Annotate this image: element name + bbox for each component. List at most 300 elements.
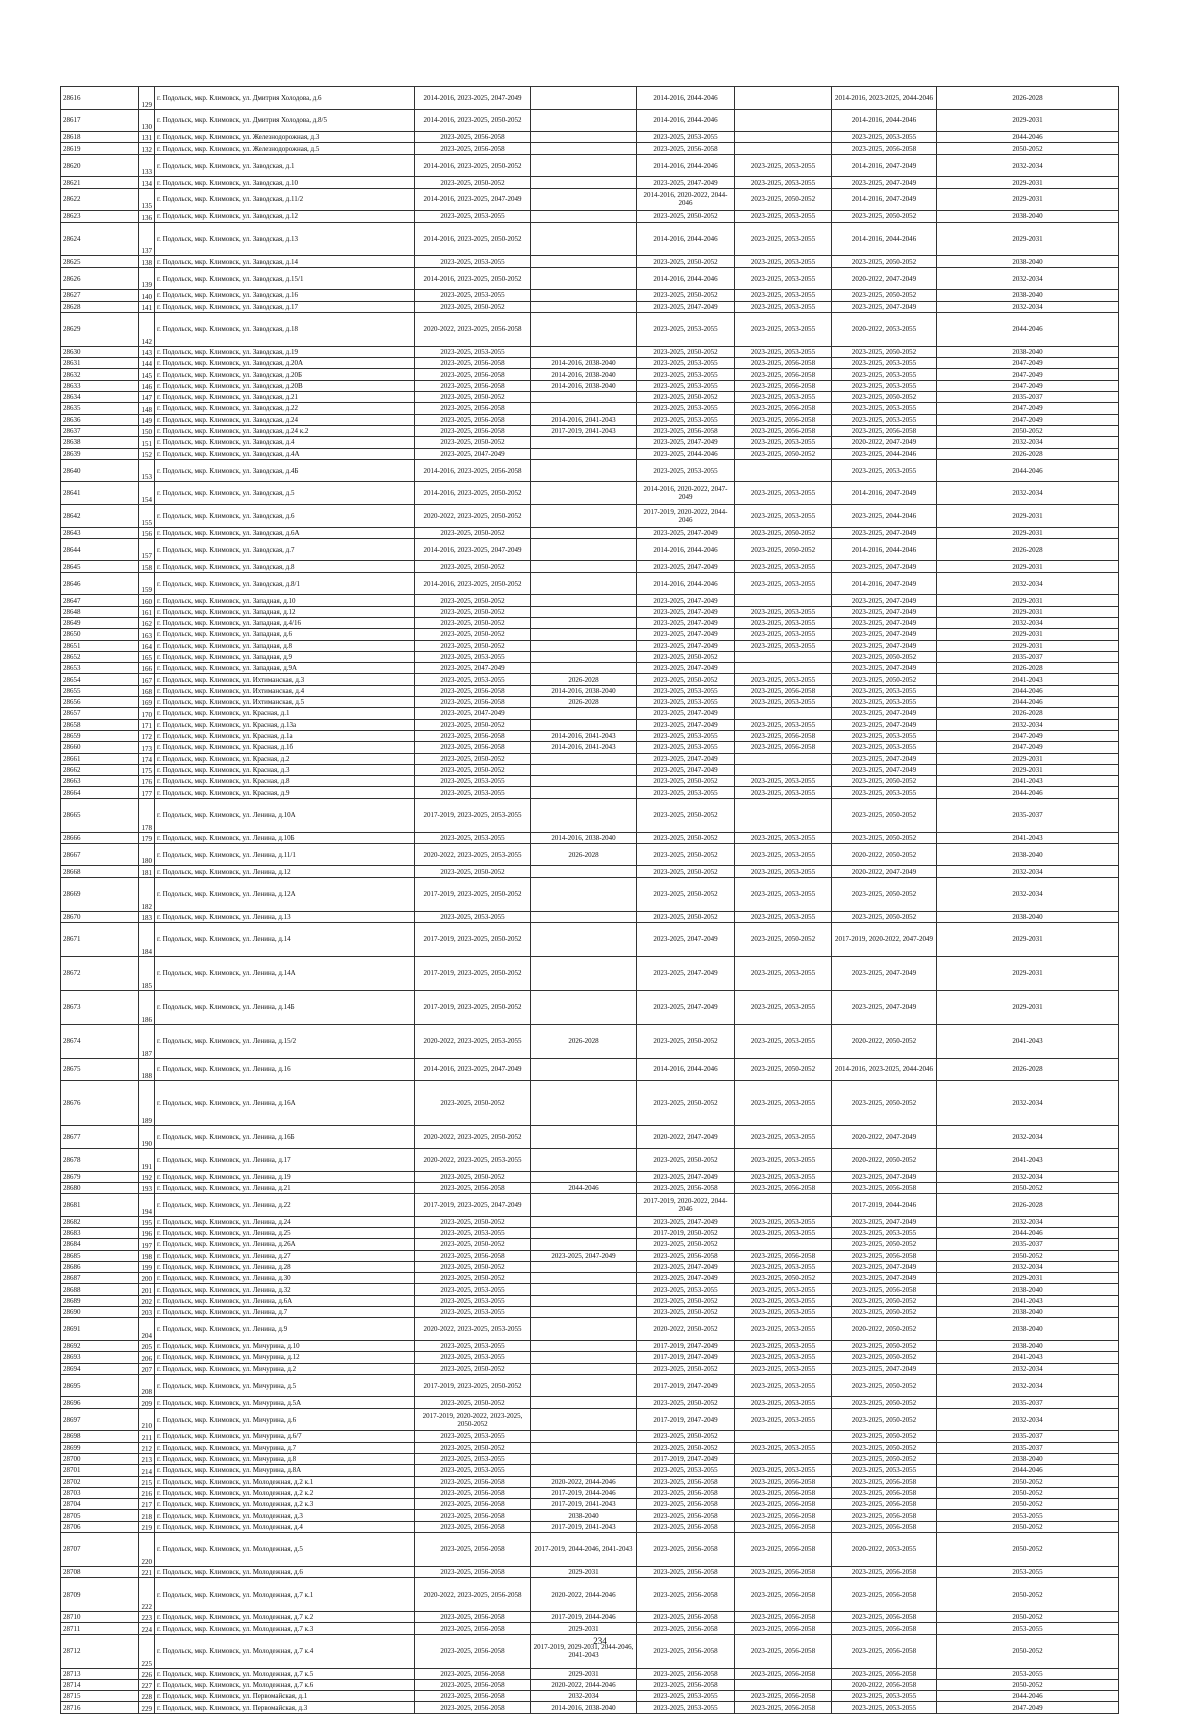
cell-period-6: 2044-2046 bbox=[937, 459, 1119, 482]
cell-row-number: 218 bbox=[139, 1510, 155, 1521]
cell-row-number: 209 bbox=[139, 1397, 155, 1408]
cell-period-5: 2023-2025, 2053-2055 bbox=[832, 1227, 937, 1238]
cell-period-2 bbox=[531, 572, 637, 595]
cell-id: 28663 bbox=[61, 776, 139, 787]
cell-address: г. Подольск, мкр. Климовск, ул. Западная, д.12 bbox=[155, 606, 415, 617]
cell-period-6: 2047-2049 bbox=[937, 730, 1119, 741]
table-row bbox=[61, 1431, 1119, 1442]
cell-period-1: 2023-2025, 2056-2058 bbox=[415, 685, 531, 696]
cell-period-5: 2023-2025, 2047-2049 bbox=[832, 640, 937, 651]
table-row bbox=[61, 1273, 1119, 1284]
cell-row-number: 175 bbox=[139, 764, 155, 775]
cell-period-5: 2023-2025, 2056-2058 bbox=[832, 1521, 937, 1532]
cell-row-number: 152 bbox=[139, 448, 155, 459]
cell-period-3: 2017-2019, 2047-2049 bbox=[637, 1340, 735, 1351]
cell-period-4: 2023-2025, 2050-2052 bbox=[735, 448, 832, 459]
cell-period-3: 2023-2025, 2053-2055 bbox=[637, 403, 735, 414]
cell-row-number: 191 bbox=[139, 1148, 155, 1171]
cell-address: г. Подольск, мкр. Климовск, ул. Ленина, д.16 bbox=[155, 1058, 415, 1081]
cell-period-1: 2014-2016, 2023-2025, 2047-2049 bbox=[415, 1058, 531, 1081]
cell-period-3: 2023-2025, 2056-2058 bbox=[637, 1634, 735, 1668]
cell-id: 28668 bbox=[61, 866, 139, 877]
cell-period-5: 2023-2025, 2047-2049 bbox=[832, 1216, 937, 1227]
cell-row-number: 197 bbox=[139, 1239, 155, 1250]
cell-period-5: 2023-2025, 2047-2049 bbox=[832, 764, 937, 775]
table-row bbox=[61, 911, 1119, 922]
cell-period-4: 2023-2025, 2053-2055 bbox=[735, 776, 832, 787]
cell-address: г. Подольск, мкр. Климовск, ул. Западная, д.6 bbox=[155, 629, 415, 640]
cell-id: 28655 bbox=[61, 685, 139, 696]
cell-period-2 bbox=[531, 719, 637, 730]
cell-period-1: 2023-2025, 2050-2052 bbox=[415, 629, 531, 640]
cell-period-3: 2023-2025, 2056-2058 bbox=[637, 1250, 735, 1261]
cell-period-6: 2050-2052 bbox=[937, 425, 1119, 436]
cell-address: г. Подольск, мкр. Климовск, ул. Молодежная, д.4 bbox=[155, 1521, 415, 1532]
cell-period-4 bbox=[735, 663, 832, 674]
cell-period-5: 2014-2016, 2047-2049 bbox=[832, 188, 937, 211]
cell-id: 28707 bbox=[61, 1533, 139, 1567]
cell-period-2 bbox=[531, 392, 637, 403]
cell-id: 28632 bbox=[61, 369, 139, 380]
cell-id: 28630 bbox=[61, 346, 139, 357]
cell-period-2 bbox=[531, 1081, 637, 1126]
cell-period-6: 2032-2034 bbox=[937, 1126, 1119, 1149]
cell-period-4: 2023-2025, 2050-2052 bbox=[735, 1058, 832, 1081]
cell-period-1: 2020-2022, 2023-2025, 2050-2052 bbox=[415, 504, 531, 527]
cell-period-3: 2023-2025, 2050-2052 bbox=[637, 866, 735, 877]
cell-period-6: 2032-2034 bbox=[937, 1374, 1119, 1397]
cell-period-5: 2023-2025, 2047-2049 bbox=[832, 719, 937, 730]
cell-address: г. Подольск, мкр. Климовск, ул. Заводская, д.22 bbox=[155, 403, 415, 414]
cell-period-3: 2023-2025, 2056-2058 bbox=[637, 1487, 735, 1498]
cell-period-5: 2017-2019, 2020-2022, 2047-2049 bbox=[832, 922, 937, 956]
cell-period-5: 2023-2025, 2053-2055 bbox=[832, 403, 937, 414]
cell-period-1: 2023-2025, 2056-2058 bbox=[415, 1566, 531, 1577]
cell-period-6: 2038-2040 bbox=[937, 1453, 1119, 1464]
cell-period-6: 2032-2034 bbox=[937, 267, 1119, 290]
cell-period-5: 2023-2025, 2050-2052 bbox=[832, 674, 937, 685]
cell-id: 28659 bbox=[61, 730, 139, 741]
cell-period-4: 2023-2025, 2053-2055 bbox=[735, 1024, 832, 1058]
cell-period-1: 2023-2025, 2053-2055 bbox=[415, 1295, 531, 1306]
table-row bbox=[61, 267, 1119, 290]
cell-id: 28653 bbox=[61, 663, 139, 674]
cell-period-3: 2023-2025, 2053-2055 bbox=[637, 380, 735, 391]
cell-period-3: 2023-2025, 2053-2055 bbox=[637, 132, 735, 143]
cell-period-1: 2023-2025, 2050-2052 bbox=[415, 301, 531, 312]
cell-period-1: 2023-2025, 2053-2055 bbox=[415, 832, 531, 843]
table-row bbox=[61, 595, 1119, 606]
cell-period-1: 2017-2019, 2023-2025, 2050-2052 bbox=[415, 1374, 531, 1397]
cell-period-1: 2023-2025, 2050-2052 bbox=[415, 617, 531, 628]
cell-address: г. Подольск, мкр. Климовск, ул. Западная, д.8 bbox=[155, 640, 415, 651]
cell-period-2: 2017-2019, 2041-2043 bbox=[531, 1499, 637, 1510]
cell-period-2: 2014-2016, 2038-2040 bbox=[531, 369, 637, 380]
cell-period-4 bbox=[735, 764, 832, 775]
table-row bbox=[61, 956, 1119, 990]
cell-period-5: 2020-2022, 2053-2055 bbox=[832, 1533, 937, 1567]
cell-row-number: 222 bbox=[139, 1578, 155, 1612]
cell-row-number: 223 bbox=[139, 1612, 155, 1623]
cell-period-2: 2017-2019, 2044-2046, 2041-2043 bbox=[531, 1533, 637, 1567]
cell-address: г. Подольск, мкр. Климовск, ул. Заводская, д.5 bbox=[155, 482, 415, 505]
cell-period-5: 2023-2025, 2056-2058 bbox=[832, 1487, 937, 1498]
cell-address: г. Подольск, мкр. Климовск, ул. Мичурина, д.7 bbox=[155, 1442, 415, 1453]
cell-period-5: 2023-2025, 2047-2049 bbox=[832, 617, 937, 628]
cell-period-5: 2023-2025, 2056-2058 bbox=[832, 425, 937, 436]
cell-period-4 bbox=[735, 1679, 832, 1690]
cell-period-2 bbox=[531, 1352, 637, 1363]
cell-period-1: 2023-2025, 2053-2055 bbox=[415, 651, 531, 662]
table-row bbox=[61, 1216, 1119, 1227]
cell-period-1: 2017-2019, 2020-2022, 2023-2025, 2050-2052 bbox=[415, 1408, 531, 1431]
cell-period-1: 2023-2025, 2053-2055 bbox=[415, 1453, 531, 1464]
cell-period-6: 2044-2046 bbox=[937, 312, 1119, 346]
table-row bbox=[61, 448, 1119, 459]
cell-row-number: 211 bbox=[139, 1431, 155, 1442]
cell-period-5: 2023-2025, 2044-2046 bbox=[832, 448, 937, 459]
cell-period-4: 2023-2025, 2053-2055 bbox=[735, 256, 832, 267]
cell-row-number: 185 bbox=[139, 956, 155, 990]
cell-period-6: 2041-2043 bbox=[937, 674, 1119, 685]
cell-period-5: 2023-2025, 2056-2058 bbox=[832, 1623, 937, 1634]
cell-period-4: 2023-2025, 2053-2055 bbox=[735, 154, 832, 177]
cell-address: г. Подольск, мкр. Климовск, ул. Заводская, д.10 bbox=[155, 177, 415, 188]
cell-period-4: 2023-2025, 2053-2055 bbox=[735, 1227, 832, 1238]
table-row bbox=[61, 1702, 1119, 1713]
table-row bbox=[61, 143, 1119, 154]
cell-period-6: 2044-2046 bbox=[937, 1227, 1119, 1238]
cell-address: г. Подольск, мкр. Климовск, ул. Молодежная, д.6 bbox=[155, 1566, 415, 1577]
cell-period-3: 2023-2025, 2050-2052 bbox=[637, 1397, 735, 1408]
cell-period-1: 2014-2016, 2023-2025, 2050-2052 bbox=[415, 482, 531, 505]
cell-period-3: 2023-2025, 2047-2049 bbox=[637, 629, 735, 640]
cell-address: г. Подольск, мкр. Климовск, ул. Ленина, д.25 bbox=[155, 1227, 415, 1238]
cell-period-5: 2020-2022, 2047-2049 bbox=[832, 437, 937, 448]
cell-period-5: 2023-2025, 2056-2058 bbox=[832, 1182, 937, 1193]
cell-period-1: 2023-2025, 2056-2058 bbox=[415, 358, 531, 369]
cell-period-5: 2023-2025, 2053-2055 bbox=[832, 742, 937, 753]
cell-row-number: 145 bbox=[139, 369, 155, 380]
cell-id: 28619 bbox=[61, 143, 139, 154]
cell-period-1: 2023-2025, 2053-2055 bbox=[415, 776, 531, 787]
cell-period-5: 2014-2016, 2023-2025, 2044-2046 bbox=[832, 1058, 937, 1081]
cell-period-2 bbox=[531, 256, 637, 267]
cell-period-1: 2020-2022, 2023-2025, 2056-2058 bbox=[415, 1578, 531, 1612]
cell-period-2 bbox=[531, 1397, 637, 1408]
cell-period-1: 2023-2025, 2056-2058 bbox=[415, 425, 531, 436]
cell-period-2 bbox=[531, 87, 637, 110]
cell-address: г. Подольск, мкр. Климовск, ул. Заводская, д.6 bbox=[155, 504, 415, 527]
cell-row-number: 159 bbox=[139, 572, 155, 595]
cell-period-6: 2050-2052 bbox=[937, 1634, 1119, 1668]
cell-period-3: 2023-2025, 2050-2052 bbox=[637, 798, 735, 832]
cell-address: г. Подольск, мкр. Климовск, ул. Заводская, д.4Б bbox=[155, 459, 415, 482]
cell-id: 28642 bbox=[61, 504, 139, 527]
table-row bbox=[61, 1307, 1119, 1318]
table-row bbox=[61, 764, 1119, 775]
cell-id: 28669 bbox=[61, 877, 139, 911]
cell-row-number: 174 bbox=[139, 753, 155, 764]
cell-period-3: 2020-2022, 2050-2052 bbox=[637, 1318, 735, 1341]
table-row bbox=[61, 1318, 1119, 1341]
cell-address: г. Подольск, мкр. Климовск, ул. Ихтиманская, д.5 bbox=[155, 697, 415, 708]
cell-period-1: 2023-2025, 2056-2058 bbox=[415, 730, 531, 741]
cell-address: г. Подольск, мкр. Климовск, ул. Ленина, д.16А bbox=[155, 1081, 415, 1126]
cell-period-1: 2023-2025, 2050-2052 bbox=[415, 764, 531, 775]
cell-period-2 bbox=[531, 527, 637, 538]
table-row bbox=[61, 1024, 1119, 1058]
cell-period-6: 2047-2049 bbox=[937, 742, 1119, 753]
cell-period-1: 2014-2016, 2023-2025, 2056-2058 bbox=[415, 459, 531, 482]
cell-period-4: 2023-2025, 2053-2055 bbox=[735, 617, 832, 628]
table-row bbox=[61, 1284, 1119, 1295]
cell-period-2: 2014-2016, 2041-2043 bbox=[531, 730, 637, 741]
cell-period-3: 2017-2019, 2047-2049 bbox=[637, 1453, 735, 1464]
cell-period-6: 2029-2031 bbox=[937, 504, 1119, 527]
cell-period-3: 2023-2025, 2056-2058 bbox=[637, 1566, 735, 1577]
cell-period-4: 2023-2025, 2053-2055 bbox=[735, 1216, 832, 1227]
cell-period-3: 2023-2025, 2050-2052 bbox=[637, 1081, 735, 1126]
cell-id: 28712 bbox=[61, 1634, 139, 1668]
cell-period-3: 2023-2025, 2047-2049 bbox=[637, 719, 735, 730]
cell-period-5: 2020-2022, 2050-2052 bbox=[832, 1148, 937, 1171]
cell-id: 28715 bbox=[61, 1691, 139, 1702]
cell-period-4: 2023-2025, 2053-2055 bbox=[735, 956, 832, 990]
cell-period-6: 2053-2055 bbox=[937, 1510, 1119, 1521]
cell-period-4 bbox=[735, 87, 832, 110]
table-row bbox=[61, 109, 1119, 132]
cell-id: 28704 bbox=[61, 1499, 139, 1510]
table-row bbox=[61, 663, 1119, 674]
table-row bbox=[61, 1533, 1119, 1567]
cell-address: г. Подольск, мкр. Климовск, ул. Ленина, д.15/2 bbox=[155, 1024, 415, 1058]
table-row bbox=[61, 188, 1119, 211]
cell-period-6: 2041-2043 bbox=[937, 776, 1119, 787]
table-row bbox=[61, 1148, 1119, 1171]
cell-period-2: 2014-2016, 2041-2043 bbox=[531, 742, 637, 753]
table-row bbox=[61, 222, 1119, 256]
cell-period-6: 2026-2028 bbox=[937, 708, 1119, 719]
cell-period-4: 2023-2025, 2053-2055 bbox=[735, 504, 832, 527]
cell-id: 28624 bbox=[61, 222, 139, 256]
cell-period-1: 2023-2025, 2050-2052 bbox=[415, 719, 531, 730]
table-row bbox=[61, 1227, 1119, 1238]
cell-period-4: 2023-2025, 2056-2058 bbox=[735, 1691, 832, 1702]
cell-period-3: 2023-2025, 2053-2055 bbox=[637, 1465, 735, 1476]
cell-address: г. Подольск, мкр. Климовск, ул. Ленина, д.16Б bbox=[155, 1126, 415, 1149]
cell-id: 28696 bbox=[61, 1397, 139, 1408]
cell-period-4: 2023-2025, 2056-2058 bbox=[735, 1487, 832, 1498]
cell-period-5: 2023-2025, 2050-2052 bbox=[832, 651, 937, 662]
cell-row-number: 164 bbox=[139, 640, 155, 651]
cell-period-3: 2023-2025, 2050-2052 bbox=[637, 832, 735, 843]
cell-period-6: 2044-2046 bbox=[937, 787, 1119, 798]
cell-address: г. Подольск, мкр. Климовск, ул. Ленина, д.32 bbox=[155, 1284, 415, 1295]
cell-period-6: 2047-2049 bbox=[937, 1702, 1119, 1713]
cell-period-1: 2017-2019, 2023-2025, 2050-2052 bbox=[415, 877, 531, 911]
cell-period-3: 2023-2025, 2056-2058 bbox=[637, 1499, 735, 1510]
table-row bbox=[61, 629, 1119, 640]
cell-address: г. Подольск, мкр. Климовск, ул. Железнодорожная, д.5 bbox=[155, 143, 415, 154]
table-row bbox=[61, 459, 1119, 482]
cell-id: 28637 bbox=[61, 425, 139, 436]
table-row bbox=[61, 1408, 1119, 1431]
cell-id: 28679 bbox=[61, 1171, 139, 1182]
cell-id: 28649 bbox=[61, 617, 139, 628]
cell-period-6: 2032-2034 bbox=[937, 1408, 1119, 1431]
cell-id: 28680 bbox=[61, 1182, 139, 1193]
cell-period-3: 2023-2025, 2056-2058 bbox=[637, 1521, 735, 1532]
cell-period-3: 2023-2025, 2050-2052 bbox=[637, 877, 735, 911]
cell-period-1: 2023-2025, 2050-2052 bbox=[415, 177, 531, 188]
cell-id: 28678 bbox=[61, 1148, 139, 1171]
cell-period-4: 2023-2025, 2056-2058 bbox=[735, 685, 832, 696]
cell-period-2: 2020-2022, 2044-2046 bbox=[531, 1578, 637, 1612]
cell-row-number: 143 bbox=[139, 346, 155, 357]
cell-period-2: 2044-2046 bbox=[531, 1182, 637, 1193]
table-row bbox=[61, 606, 1119, 617]
cell-period-6: 2032-2034 bbox=[937, 1261, 1119, 1272]
cell-period-1: 2023-2025, 2053-2055 bbox=[415, 674, 531, 685]
cell-period-3: 2023-2025, 2047-2049 bbox=[637, 527, 735, 538]
cell-id: 28687 bbox=[61, 1273, 139, 1284]
cell-period-5: 2023-2025, 2047-2049 bbox=[832, 527, 937, 538]
cell-id: 28691 bbox=[61, 1318, 139, 1341]
cell-row-number: 141 bbox=[139, 301, 155, 312]
table-row bbox=[61, 1476, 1119, 1487]
cell-address: г. Подольск, мкр. Климовск, ул. Западная, д.9 bbox=[155, 651, 415, 662]
cell-id: 28676 bbox=[61, 1081, 139, 1126]
cell-period-1: 2014-2016, 2023-2025, 2047-2049 bbox=[415, 87, 531, 110]
table-row bbox=[61, 1182, 1119, 1193]
cell-address: г. Подольск, мкр. Климовск, ул. Заводская, д.8/1 bbox=[155, 572, 415, 595]
table-row bbox=[61, 1612, 1119, 1623]
table-row bbox=[61, 674, 1119, 685]
cell-period-6: 2029-2031 bbox=[937, 527, 1119, 538]
cell-period-4: 2023-2025, 2053-2055 bbox=[735, 1081, 832, 1126]
cell-period-1: 2023-2025, 2050-2052 bbox=[415, 1273, 531, 1284]
cell-id: 28688 bbox=[61, 1284, 139, 1295]
cell-period-6: 2029-2031 bbox=[937, 595, 1119, 606]
cell-period-6: 2041-2043 bbox=[937, 1024, 1119, 1058]
cell-address: г. Подольск, мкр. Климовск, ул. Молодежная, д.7 к.4 bbox=[155, 1634, 415, 1668]
cell-period-2 bbox=[531, 561, 637, 572]
cell-address: г. Подольск, мкр. Климовск, ул. Красная, д.3 bbox=[155, 764, 415, 775]
cell-period-1: 2017-2019, 2023-2025, 2047-2049 bbox=[415, 1194, 531, 1217]
cell-period-4: 2023-2025, 2056-2058 bbox=[735, 1499, 832, 1510]
cell-period-1: 2023-2025, 2053-2055 bbox=[415, 1284, 531, 1295]
cell-row-number: 225 bbox=[139, 1634, 155, 1668]
cell-period-5: 2023-2025, 2056-2058 bbox=[832, 1566, 937, 1577]
cell-period-3: 2023-2025, 2050-2052 bbox=[637, 1363, 735, 1374]
cell-address: г. Подольск, мкр. Климовск, ул. Ихтиманская, д.4 bbox=[155, 685, 415, 696]
cell-address: г. Подольск, мкр. Климовск, ул. Заводская, д.7 bbox=[155, 538, 415, 561]
cell-period-6: 2032-2034 bbox=[937, 437, 1119, 448]
cell-period-6: 2026-2028 bbox=[937, 663, 1119, 674]
cell-period-6: 2041-2043 bbox=[937, 1352, 1119, 1363]
cell-period-2: 2029-2031 bbox=[531, 1668, 637, 1679]
cell-row-number: 155 bbox=[139, 504, 155, 527]
cell-address: г. Подольск, мкр. Климовск, ул. Молодежная, д.7 к.3 bbox=[155, 1623, 415, 1634]
table-row bbox=[61, 730, 1119, 741]
cell-period-1: 2023-2025, 2056-2058 bbox=[415, 1634, 531, 1668]
cell-id: 28656 bbox=[61, 697, 139, 708]
table-row bbox=[61, 1499, 1119, 1510]
cell-period-6: 2038-2040 bbox=[937, 256, 1119, 267]
cell-id: 28701 bbox=[61, 1465, 139, 1476]
cell-period-1: 2023-2025, 2050-2052 bbox=[415, 640, 531, 651]
cell-row-number: 210 bbox=[139, 1408, 155, 1431]
cell-period-5: 2023-2025, 2056-2058 bbox=[832, 1634, 937, 1668]
cell-period-1: 2023-2025, 2056-2058 bbox=[415, 380, 531, 391]
cell-period-4: 2023-2025, 2053-2055 bbox=[735, 1465, 832, 1476]
cell-row-number: 196 bbox=[139, 1227, 155, 1238]
cell-period-6: 2029-2031 bbox=[937, 1273, 1119, 1284]
cell-period-6: 2038-2040 bbox=[937, 290, 1119, 301]
cell-period-1: 2023-2025, 2050-2052 bbox=[415, 866, 531, 877]
cell-period-1: 2023-2025, 2050-2052 bbox=[415, 561, 531, 572]
cell-id: 28690 bbox=[61, 1307, 139, 1318]
cell-period-4: 2023-2025, 2053-2055 bbox=[735, 606, 832, 617]
cell-period-3: 2023-2025, 2047-2049 bbox=[637, 437, 735, 448]
cell-row-number: 176 bbox=[139, 776, 155, 787]
cell-period-3: 2023-2025, 2047-2049 bbox=[637, 595, 735, 606]
cell-address: г. Подольск, мкр. Климовск, ул. Заводская, д.24 bbox=[155, 414, 415, 425]
table-row bbox=[61, 708, 1119, 719]
table-row bbox=[61, 132, 1119, 143]
cell-row-number: 132 bbox=[139, 143, 155, 154]
cell-period-5: 2014-2016, 2047-2049 bbox=[832, 154, 937, 177]
cell-period-3: 2017-2019, 2020-2022, 2044-2046 bbox=[637, 504, 735, 527]
table-row bbox=[61, 527, 1119, 538]
cell-address: г. Подольск, мкр. Климовск, ул. Ленина, д.14А bbox=[155, 956, 415, 990]
cell-id: 28660 bbox=[61, 742, 139, 753]
cell-period-4: 2023-2025, 2053-2055 bbox=[735, 990, 832, 1024]
table-row bbox=[61, 776, 1119, 787]
cell-address: г. Подольск, мкр. Климовск, ул. Заводская, д.17 bbox=[155, 301, 415, 312]
cell-period-4 bbox=[735, 109, 832, 132]
cell-address: г. Подольск, мкр. Климовск, ул. Заводская, д.4А bbox=[155, 448, 415, 459]
cell-period-4: 2023-2025, 2053-2055 bbox=[735, 392, 832, 403]
cell-period-1: 2023-2025, 2053-2055 bbox=[415, 1340, 531, 1351]
cell-period-1: 2023-2025, 2056-2058 bbox=[415, 1476, 531, 1487]
cell-period-2: 2026-2028 bbox=[531, 843, 637, 866]
table-row bbox=[61, 380, 1119, 391]
cell-address: г. Подольск, мкр. Климовск, ул. Ленина, д.14Б bbox=[155, 990, 415, 1024]
cell-period-2 bbox=[531, 1058, 637, 1081]
cell-id: 28633 bbox=[61, 380, 139, 391]
cell-address: г. Подольск, мкр. Климовск, ул. Мичурина, д.5 bbox=[155, 1374, 415, 1397]
cell-period-4: 2023-2025, 2056-2058 bbox=[735, 1634, 832, 1668]
cell-period-4: 2023-2025, 2050-2052 bbox=[735, 527, 832, 538]
table-row bbox=[61, 990, 1119, 1024]
cell-row-number: 168 bbox=[139, 685, 155, 696]
cell-period-2 bbox=[531, 312, 637, 346]
cell-period-4: 2023-2025, 2053-2055 bbox=[735, 1442, 832, 1453]
cell-period-3: 2014-2016, 2044-2046 bbox=[637, 538, 735, 561]
cell-period-1: 2020-2022, 2023-2025, 2053-2055 bbox=[415, 1148, 531, 1171]
cell-period-1: 2017-2019, 2023-2025, 2050-2052 bbox=[415, 990, 531, 1024]
cell-period-5: 2023-2025, 2047-2049 bbox=[832, 990, 937, 1024]
cell-period-2: 2017-2019, 2041-2043 bbox=[531, 1521, 637, 1532]
cell-address: г. Подольск, мкр. Климовск, ул. Ленина, д.10А bbox=[155, 798, 415, 832]
cell-address: г. Подольск, мкр. Климовск, ул. Ленина, д.7 bbox=[155, 1307, 415, 1318]
cell-address: г. Подольск, мкр. Климовск, ул. Ленина, д.26А bbox=[155, 1239, 415, 1250]
cell-period-6: 2029-2031 bbox=[937, 753, 1119, 764]
cell-period-5: 2023-2025, 2050-2052 bbox=[832, 1239, 937, 1250]
cell-period-2 bbox=[531, 956, 637, 990]
